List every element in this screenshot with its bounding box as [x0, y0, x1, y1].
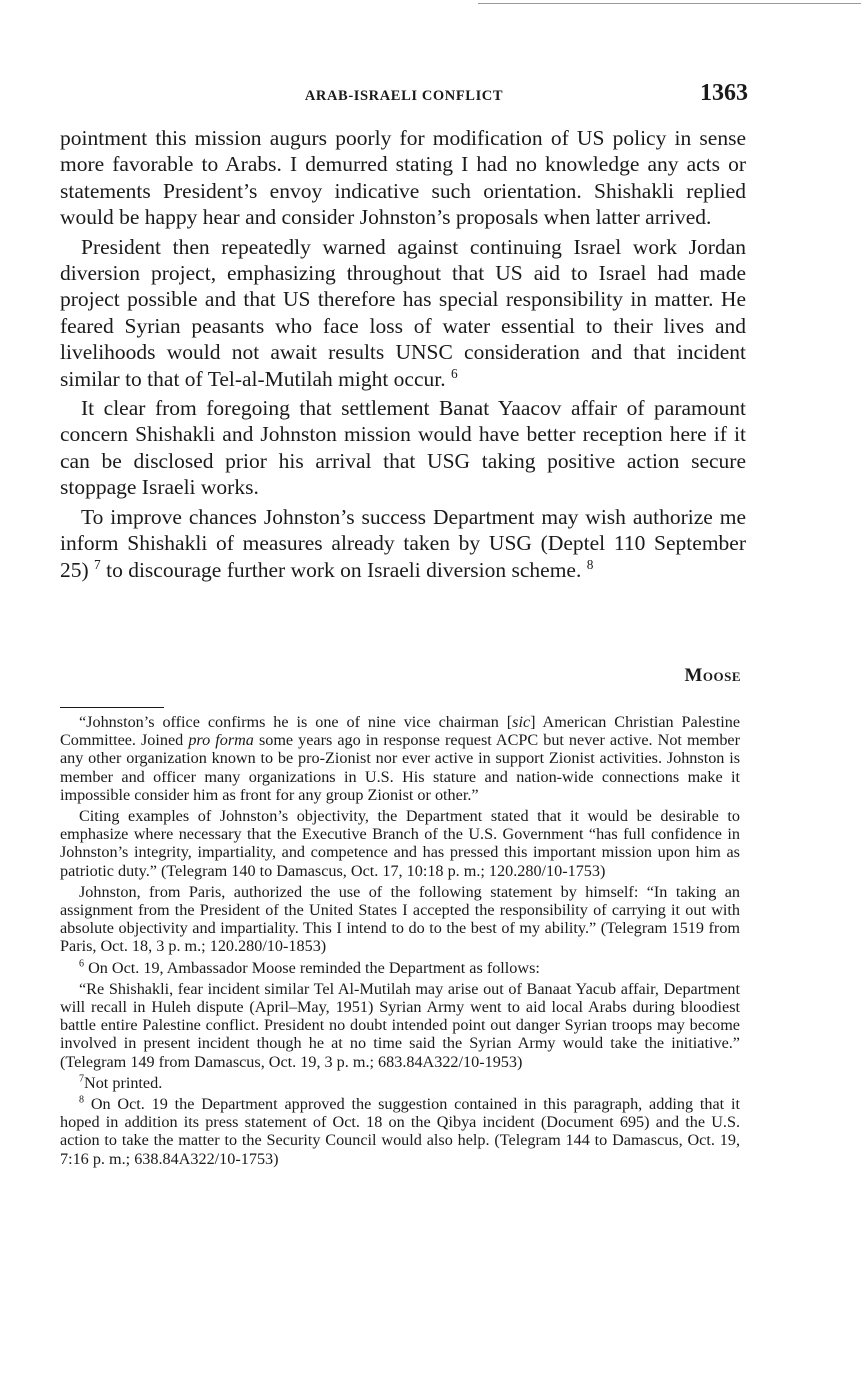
- page-number: 1363: [700, 80, 748, 106]
- footnote-text: On Oct. 19, Ambassador Moose reminded the Department as follows:: [88, 958, 540, 977]
- footnote-text: ] American Christian Palestine Committee. Joined: [60, 713, 740, 750]
- footnote-ref-7: 7: [94, 556, 101, 572]
- footnote-text: On Oct. 19 the Department approved the suggestion contained in this paragraph, adding that it hoped in addition its press statement of Oct. 18 on the Qibya incident (Document 695) and the U.S. action to take the matter to the Security Council would also help. (Telegram 144 to Damascus, Oct. 19, 7:16 p. m.; 638.84A322/10-1753): [60, 1095, 740, 1168]
- paragraph-text: President then repeatedly warned against continuing Israel work Jordan diversion project, emphasizing throughout that US aid to Israel had made project possible and that US therefore has special responsibility in matter. He feared Syrian peasants who face loss of water essential to their lives and livelihoods would not await results UNSC consideration and that incident similar to that of Tel-al-Mutilah might occur.: [60, 234, 746, 391]
- body-paragraph: [60, 395, 746, 501]
- footnotes: [60, 713, 740, 1171]
- footnote-italic-sic: sic: [512, 713, 531, 731]
- paragraph-text: It clear from foregoing that settlement Banat Yaacov affair of paramount concern Shishakli and Johnston mission would have better reception here if it can be disclosed prior his arrival that USG taking positive action secure stoppage Israeli works.: [60, 396, 746, 500]
- footnote-quote: [60, 713, 740, 804]
- footnote-text: “Re Shishakli, fear incident similar Tel Al-Mutilah may arise out of Banaat Yacub affair, Department will recall in Huleh dispute (April–May, 1951) Syrian Army went to aid local Arabs during bloodiest battle entire Palestine conflict. President no doubt intended point out danger Syrian troops may become involved in present incident though he at no time said the Syrian Army would take the initiative.” (Telegram 149 from Damascus, Oct. 19, 3 p. m.; 683.84A322/10-1953): [60, 979, 740, 1071]
- footnote-8: [60, 1095, 740, 1168]
- footnote-paragraph: [60, 883, 740, 956]
- footnote-text: Johnston, from Paris, authorized the use of the following statement by himself: “In taking an assignment from the President of the United States I accepted the responsibility of carrying it out with absolute objectivity and impartiality. This I intend to do to the best of my ability.” (Telegram 1519 from Paris, Oct. 18, 3 p. m.; 120.280/10-1853): [60, 882, 740, 956]
- body-paragraph: [60, 234, 746, 392]
- running-head: [60, 80, 748, 108]
- footnote-text: Not printed.: [84, 1073, 163, 1092]
- footnote-italic-pro-forma: pro forma: [188, 731, 254, 750]
- footnote-6: [60, 959, 740, 977]
- footnote-ref-6: 6: [451, 365, 458, 381]
- signature: Moose: [684, 665, 741, 686]
- footnote-separator: [60, 707, 164, 708]
- paragraph-text: to discourage further work on Israeli diversion scheme.: [106, 557, 582, 582]
- footnote-marker-7: 7: [79, 1073, 85, 1085]
- top-edge-rule: [478, 3, 861, 4]
- footnote-text: some years ago in response request ACPC but never active. Not member any other organization known to be pro-Zionist nor ever active in support Zionist activities. Johnston is member and officer many organizations in U.S. His stature and nation-wide connections make it impossible consider him as front for any group Zionist or other.”: [60, 731, 740, 804]
- paragraph-text: pointment this mission augurs poorly for modification of US policy in sense more favorable to Arabs. I demurred stating I had no knowledge any acts or statements President’s envoy indicative such orientation. Shishakli replied would be happy hear and consider Johnston’s proposals when latter arrived.: [60, 126, 746, 230]
- body-paragraph: [60, 504, 746, 583]
- footnote-ref-8: 8: [586, 556, 594, 572]
- footnote-marker-8: 8: [79, 1094, 85, 1106]
- body-text: [60, 125, 746, 586]
- paragraph-text: To improve chances Johnston’s success Department may wish authorize me inform Shishakli of measures already taken by USG (Deptel 110 September 25): [60, 504, 746, 582]
- footnote-text: Citing examples of Johnston’s objectivity, the Department stated that it would be desirable to emphasize where necessary that the Executive Branch of the U.S. Government “has full confidence in Johnston’s integrity, impartiality, and competence and has pressed this important mission upon him as patriotic duty.” (Telegram 140 to Damascus, Oct. 17, 10:18 p. m.; 120.280/10-1753): [60, 807, 740, 880]
- running-title: ARAB-ISRAELI CONFLICT: [304, 88, 504, 104]
- footnote-text: “Johnston’s office confirms he is one of nine vice chairman [: [79, 713, 513, 731]
- footnote-paragraph: [60, 807, 740, 880]
- body-paragraph-continued: [60, 125, 746, 231]
- footnote-marker-6: 6: [79, 958, 85, 970]
- footnote-6-quote: [60, 980, 740, 1071]
- footnote-7: [60, 1074, 740, 1092]
